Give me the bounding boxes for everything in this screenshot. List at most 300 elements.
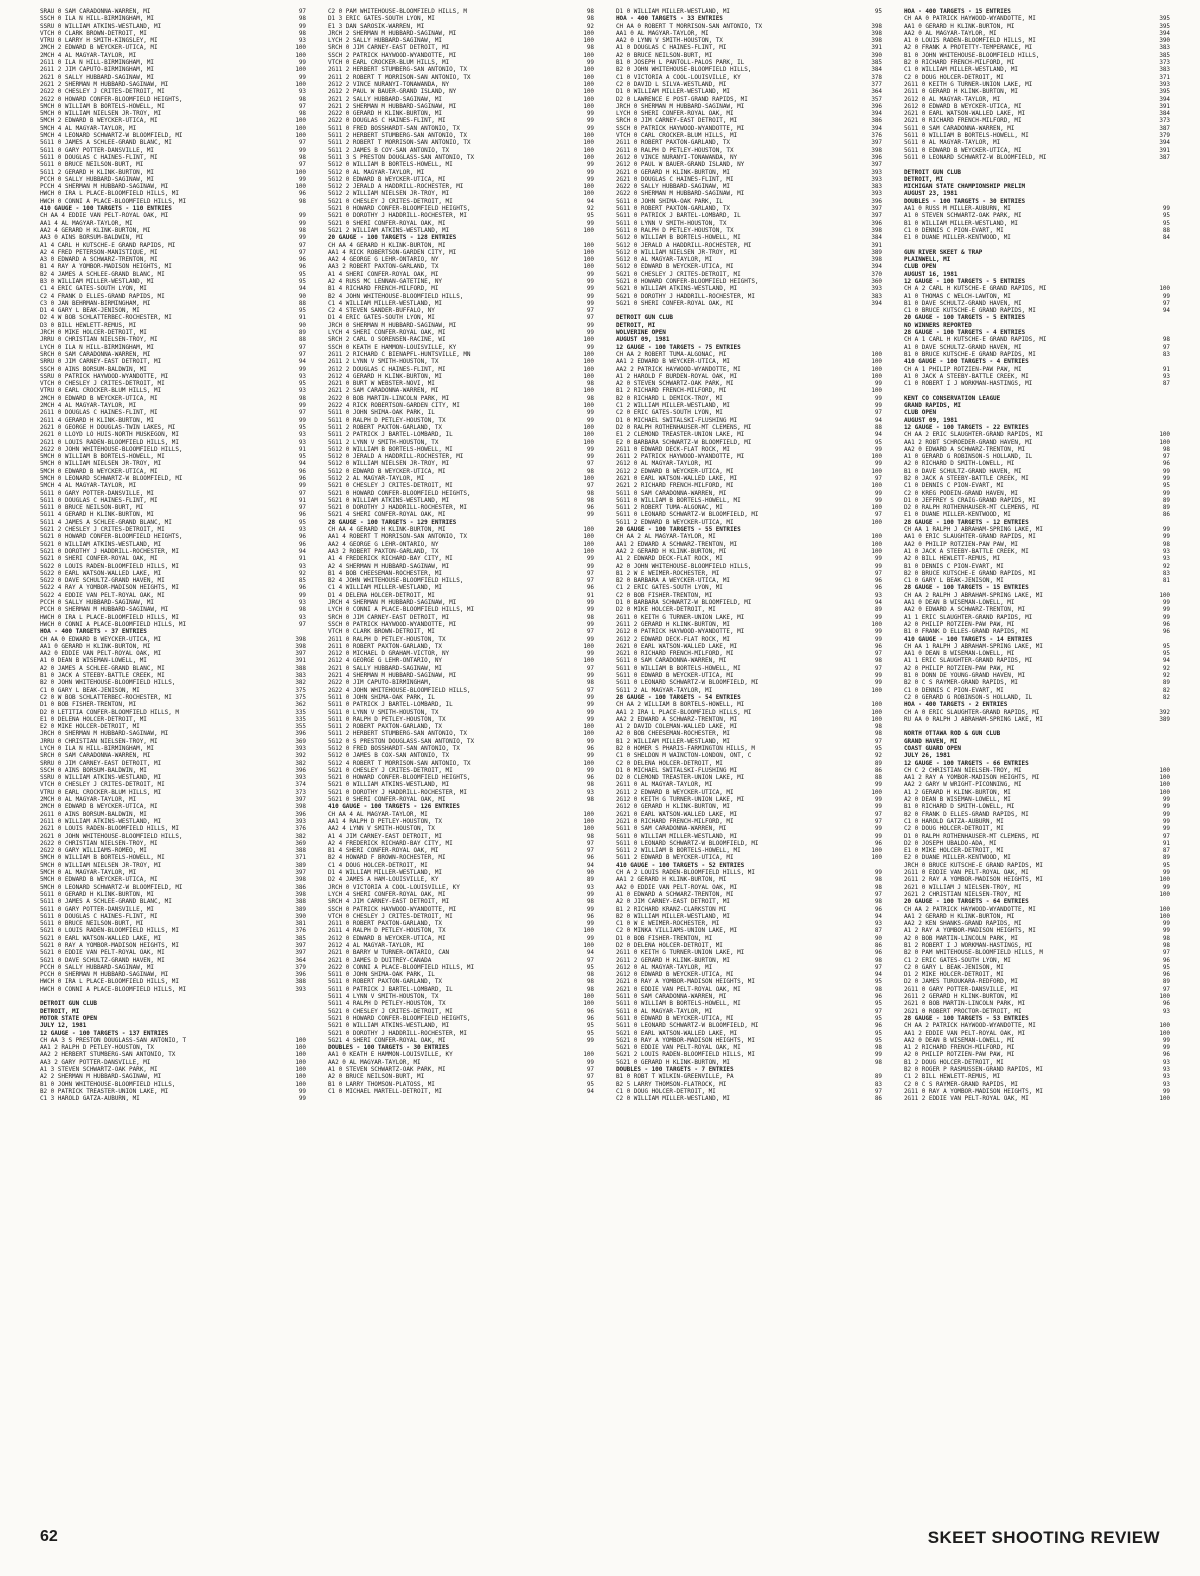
result-line [904,468,1170,475]
result-line [616,132,882,139]
score: 388 [295,664,306,672]
shooter-entry: 2G22 0 DOUGLAS C HAINES-FLINT, MI [328,117,446,125]
shooter-entry: D1 0 BOB FISHER-TRENTON, MI [40,701,137,709]
heading-text: 28 GAUGE - 100 TARGETS - 12 ENTRIES [904,518,1029,526]
score: 99 [586,299,594,307]
score: 375 [295,693,306,701]
result-line [328,96,594,103]
shooter-entry: 2G21 0 ROBERT PROCTOR-DETROIT, MI [904,1007,1022,1015]
shooter-entry: D2 0 DELENA HOLCER-DETROIT, MI [616,942,723,949]
score: 95 [586,1080,594,1088]
shooter-entry: CH AA 1 RALPH J ABRAHAM-SPRING LAKE, MI [904,642,1043,650]
shooter-entry: 5MCH 0 WILLIAM NIELSEN JR-TROY, MI [40,460,162,468]
score: 99 [586,934,594,942]
result-line [616,37,882,44]
result-line [40,657,306,664]
score: 98 [298,606,306,614]
shooter-entry: PCCH 0 SALLY HUBBARD-SAGINAW, MI [40,175,154,183]
result-line [40,37,306,44]
score: 98 [586,44,594,52]
result-line [40,1088,306,1095]
result-line [40,920,306,927]
shooter-entry: C1 0 GARY L BEAK-JENISON, MI [904,577,1004,585]
result-line [328,322,594,329]
score: 384 [1159,110,1170,118]
shooter-entry: 2G12 2 PAUL W BAUER-GRAND ISLAND, NY [328,88,457,96]
result-line [616,96,882,103]
shooter-entry: D2 0 JAMES TUROUKARA-REDFORD, MI [904,978,1018,986]
score: 99 [298,591,306,599]
result-line [328,978,594,985]
heading-text: NORTH OTTAWA ROD & GUN CLUB [904,730,1001,738]
shooter-entry: AA1 4 ROBERT T MORRISON-SAN ANTONIO, TX [328,533,467,541]
score: 369 [295,737,306,745]
shooter-entry: AA2 4 GEORGE G LEHR-ONTARIO, NY [328,540,439,548]
score: 95 [1162,650,1170,658]
shooter-entry: B2 0 PATRICK TREASTER-UNION LAKE, MI [40,1087,169,1095]
result-line [40,1044,306,1051]
shooter-entry: 5G12 2 WILLIAM NIELSEN JR-TROY, MI [328,190,450,198]
result-line [616,978,882,985]
result-line [328,971,594,978]
result-line [328,1081,594,1088]
shooter-entry: CH AA 4 EDDIE VAN PELT-ROYAL OAK, MI [40,212,169,220]
score: 395 [1159,15,1170,23]
result-line [328,110,594,117]
section-heading [904,752,1170,759]
result-line [616,1037,882,1044]
shooter-entry: CH A 1 PHILIP ROTZIEN-PAW PAW, MI [904,365,1022,373]
score: 98 [874,985,882,993]
result-line [328,1073,594,1080]
shooter-entry: D1 0 WILLIAM MILLER-WESTLAND, MI [616,8,730,15]
score: 394 [871,299,882,307]
shooter-entry: VTCH 0 CARL CROCKER-BLUM HILLS, MI [616,132,738,140]
result-line [904,234,1170,241]
shooter-entry: C2 0 MINKA VILLIAMS-UNION LAKE, MI [616,927,738,935]
shooter-entry: D1 0 RALPH ROTHENHAUSER-MT CLEMENS, MI [904,832,1040,840]
shooter-entry: HWCH 0 IRA L PLACE-BLOOMFIELD HILLS, MI [40,978,179,986]
result-line [328,577,594,584]
score: 369 [295,839,306,847]
result-line [40,606,306,613]
score: 398 [295,890,306,898]
result-line [904,37,1170,44]
shooter-entry: 2MCH 4 AL MAGYAR-TAYLOR, MI [40,51,137,59]
shooter-entry: 2G21 0 JOHN WHITEHOUSE-BLOOMFIELD HILLS, [40,832,183,840]
score: 99 [298,482,306,490]
shooter-entry: 5G21 0 CHESLEY J CRITES-DETROIT, MI [616,270,741,278]
result-line [328,169,594,176]
score: 393 [295,985,306,993]
shooter-entry: B2 0 ROGER P RASMUSSEN-GRAND RAPIDS, MI [904,1066,1043,1074]
result-line [40,387,306,394]
score: 397 [871,205,882,213]
score: 375 [295,686,306,694]
shooter-entry: C1 4 WILLIAM MILLER-WESTLAND, MI [328,584,442,592]
result-line [328,285,594,292]
heading-text: 28 GAUGE - 100 TARGETS - 129 ENTRIES [328,518,457,526]
magazine-title: SKEET SHOOTING REVIEW [927,1528,1160,1547]
score: 357 [871,95,882,103]
score: 100 [583,526,594,534]
shooter-entry: A1 2 EDWARD DECK-FLAT ROCK, MI [616,555,723,563]
result-line [616,81,882,88]
score: 382 [295,832,306,840]
shooter-entry: AA2 0 AL MAGYAR-TAYLOR, MI [904,29,997,37]
score: 93 [298,438,306,446]
result-line [328,8,594,15]
score: 99 [298,1087,306,1095]
score: 87 [1162,847,1170,855]
result-line [616,139,882,146]
shooter-entry: JRCH 0 VICTORIA A COOL-LOUISVILLE, KY [328,883,460,891]
shooter-entry: AA3 2 ROBERT PAXTON-GARLAND, TX [328,547,439,555]
score: 98 [586,796,594,804]
result-line [616,234,882,241]
score: 100 [583,730,594,738]
shooter-entry: AA2 2 PATRICK HAYWOOD-WYANDOTTE, MI [616,365,741,373]
section-heading [616,314,882,321]
shooter-entry: C2 0 GERARD G ROBINSON-S HOLLAND, IL [904,693,1033,701]
section-heading [904,730,1170,737]
section-heading [904,745,1170,752]
score: 93 [298,88,306,96]
shooter-entry: 2G11 2 EDWARD B WEYCKER-UTICA, MI [616,788,734,796]
shooter-entry: SRRU 0 JIM CARNEY-EAST DETROIT, MI [40,358,162,366]
score: 376 [295,927,306,935]
shooter-entry: SSCH 2 PATRICK HAYWOOD-WYANDOTTE, MI [328,51,457,59]
shooter-entry: 5G11 0 JOHN SHIMA-OAK PARK, IL [328,693,435,701]
shooter-entry: 5G11 0 LYNN V SMITH-HOUSTON, TX [616,219,727,227]
shooter-entry: 5G11 0 PATRICK J BARTEL-LOMBARD, IL [616,212,741,220]
shooter-entry: 5G21 0 GERARD H KLINK-BURTON, MI [616,1058,730,1066]
score: 100 [295,51,306,59]
score: 89 [586,876,594,884]
score: 99 [586,321,594,329]
result-line [328,300,594,307]
result-line [616,293,882,300]
score: 92 [298,569,306,577]
result-line [904,103,1170,110]
shooter-entry: 5G21 0 DOROTHY J HADDRILL-ROCHESTER, MI [40,547,179,555]
score: 99 [298,212,306,220]
shooter-entry: 5G11 0 LEONARD SCHWARTZ-W BLOOMFIELD, MI [616,839,759,847]
result-line [328,738,594,745]
result-line [40,636,306,643]
score: 97 [874,737,882,745]
result-line [904,380,1170,387]
result-line [904,847,1170,854]
result-line [40,723,306,730]
score: 100 [1159,774,1170,782]
shooter-entry: E1 0 DUANE MILLER-KENTWOOD, MI [904,234,1011,242]
section-heading [328,519,594,526]
shooter-entry: 2G21 0 EARL WATSON-WALLED LAKE, MI [904,110,1026,118]
result-line [328,672,594,679]
score: 99 [586,693,594,701]
shooter-entry: A2 0 PHILIP ROTZIEN-PAW PAW, MI [904,620,1015,628]
result-line [904,665,1170,672]
result-line [40,15,306,22]
shooter-entry: 5G21 0 HOWARD CONFER-BLOOMFIELD HEIGHTS, [616,277,759,285]
score: 397 [295,796,306,804]
shooter-entry: 5G11 2 ROBERT T MORRISON-SAN ANTONIO, TX [328,139,471,147]
shooter-entry: A2 0 PHILIP ROTZIEN-PAW PAW, MI [904,1051,1015,1059]
score: 99 [874,562,882,570]
shooter-entry: JRRU 0 CHRISTIAN NIELSEN-TROY, MI [40,336,158,344]
result-line [904,884,1170,891]
result-line [904,205,1170,212]
score: 86 [874,942,882,949]
score: 100 [583,402,594,410]
shooter-entry: SRCH 0 SAM CARADONNA-WARREN, MI [40,350,151,358]
shooter-entry: JRCH 2 SHERMAN M HUBBARD-SAGINAW, MI [328,29,457,37]
score: 83 [1162,350,1170,358]
shooter-entry: B1 0 DONN DE YOUNG-GRAND HAVEN, MI [904,672,1026,680]
result-line [328,833,594,840]
result-line [904,993,1170,1000]
shooter-entry: 5G11 2 ROBERT TUMA-ALGONAC, MI [616,504,723,512]
result-line [904,110,1170,117]
shooter-entry: SRCH 4 JIM CARNEY-EAST DETROIT, MI [328,898,450,906]
result-line [328,920,594,927]
shooter-entry: VTRU 0 EARL CROCKER-BLUM HILLS, MI [40,788,162,796]
result-line [904,840,1170,847]
score: 100 [583,387,594,395]
score: 97 [298,241,306,249]
result-line [40,439,306,446]
score: 99 [586,555,594,563]
shooter-entry: AA2 0 DEAN B WISEMAN-LOWELL, MI [904,1036,1015,1044]
score: 99 [1162,883,1170,891]
score: 99 [586,737,594,745]
shooter-entry: D2 4 JAMES A HAM-LOUISVILLE, KY [328,876,439,884]
section-heading [904,424,1170,431]
result-line [328,752,594,759]
score: 99 [1162,533,1170,541]
score: 394 [1159,139,1170,147]
score: 388 [295,847,306,855]
result-line [904,88,1170,95]
result-line [328,329,594,336]
score: 96 [586,774,594,782]
shooter-entry: 5G11 0 ROBERT PAXTON-GARLAND, TX [616,205,730,213]
result-line [328,767,594,774]
result-line [904,66,1170,73]
score: 99 [586,117,594,125]
result-line [616,519,882,526]
heading-text: 12 GAUGE - 100 TARGETS - 5 ENTRIES [904,277,1026,285]
result-line [904,439,1170,446]
result-line [616,1008,882,1015]
shooter-entry: 5G21 2 LOUIS RADEN-BLOOMFIELD HILLS, MI [616,1051,755,1059]
shooter-entry: AA1 2 RAY A YOMBOR-MADISON HEIGHTS, MI [904,774,1040,782]
shooter-entry: C2 0 DAVID L SILVA-WESTLAND, MI [616,80,727,88]
shooter-entry: 5MCH 2 EDWARD B WEYCKER-UTICA, MI [40,117,158,125]
result-line [904,767,1170,774]
result-line [40,44,306,51]
shooter-entry: 2G12 4 AL MAGYAR-TAYLOR, MI [328,942,425,949]
shooter-entry: C2 0 DELENA HOLCER-DETROIT, MI [616,759,723,767]
result-line [904,1000,1170,1007]
result-line [904,147,1170,154]
score: 379 [1159,132,1170,140]
heading-text: 410 GAUGE - 100 TARGETS - 14 ENTRIES [904,635,1033,643]
shooter-entry: 5MCH 4 LEONARD SCHWARTZ-W BLOOMFIELD, MI [40,132,183,140]
result-line [328,366,594,373]
heading-text: GRAND HAVEN, MI [904,737,958,745]
shooter-entry: AA2 2 HERBERT STUMBERG-SAN ANTONIO, TX [40,1051,176,1059]
result-line [616,198,882,205]
result-line [40,519,306,526]
score: 82 [1162,693,1170,701]
result-line [904,504,1170,511]
result-line [40,1059,306,1066]
result-line [328,475,594,482]
result-line [40,373,306,380]
shooter-entry: 5G11 0 EDWARD B WEYCKER-UTICA, MI [904,146,1022,154]
result-line [328,847,594,854]
heading-text: 12 GAUGE - 100 TARGETS - 137 ENTRIES [40,1029,169,1037]
score: 100 [583,350,594,358]
result-line [904,30,1170,37]
result-line [328,657,594,664]
shooter-entry: C1 0 DENNIS C PION-EVART, MI [904,686,1004,694]
shooter-entry: A2 0 STEVEN SCHWARTZ-OAK PARK, MI [616,380,734,388]
shooter-entry: 5G22 4 RAY A YOMBOR-MADISON HEIGHTS, MI [40,584,179,592]
score: 99 [874,796,882,804]
score: 96 [586,504,594,512]
score: 98 [298,197,306,205]
score: 96 [1162,628,1170,636]
result-line [904,971,1170,978]
score: 99 [874,489,882,497]
result-line [616,176,882,183]
score: 100 [583,993,594,1001]
result-line [40,490,306,497]
score: 90 [874,934,882,942]
score: 97 [586,847,594,855]
shooter-entry: 5G11 0 GERARD H KLINK-BURTON, MI [40,890,154,898]
shooter-entry: CH AA 4 AL MAGYAR-TAYLOR, MI [328,810,428,818]
score: 99 [586,445,594,453]
result-line [328,854,594,861]
shooter-entry: D2 0 LETITIA CONFER-BLOOMFIELD HILLS, M [40,708,179,716]
score: 100 [1159,912,1170,920]
result-line [40,103,306,110]
score: 92 [586,205,594,213]
shooter-entry: 2G11 0 AINS BORSUM-BALDWIN, MI [40,810,147,818]
score: 393 [295,817,306,825]
shooter-entry: 5G22 0 DAVE SCHULTZ-GRAND HAVEN, MI [40,577,165,585]
result-line [904,475,1170,482]
result-line [328,147,594,154]
score: 99 [586,285,594,293]
result-line [616,212,882,219]
result-line [40,169,306,176]
shooter-entry: 2G21 0 EARL WATSON-WALLED LAKE, MI [616,642,738,650]
score: 100 [583,810,594,818]
shooter-entry: 5MCH 0 WILLIAM B BORTELS-HOWELL, MI [40,453,165,461]
result-line [328,504,594,511]
result-line [616,584,882,591]
score: 100 [583,146,594,154]
score: 99 [586,124,594,132]
shooter-entry: 5G11 0 SAM CARADONNA-WARREN, MI [616,489,727,497]
result-line [616,395,882,402]
shooter-entry: 2G12 0 MICHAEL D GRAHAM-VICTOR, NY [328,650,450,658]
section-heading [616,329,882,336]
score: 97 [586,664,594,672]
score: 100 [583,423,594,431]
score: 100 [871,620,882,628]
score: 97 [298,409,306,417]
section-heading [904,322,1170,329]
result-line [328,621,594,628]
score: 382 [295,759,306,767]
result-line [40,307,306,314]
shooter-entry: A1 4 SHERI CONFER-ROYAL OAK, MI [328,270,439,278]
result-line [616,957,882,964]
result-line [616,927,882,934]
shooter-entry: PCCH 0 SALLY HUBBARD-SAGINAW, MI [40,599,154,607]
score: 99 [1162,803,1170,811]
result-line [616,387,882,394]
result-line [328,592,594,599]
score: 99 [586,1058,594,1066]
heading-text: KENT CO CONSERVATION LEAGUE [904,394,1001,402]
score: 99 [586,277,594,285]
shooter-entry: C2 4 STEVEN SANDER-BUFFALO, NY [328,307,435,315]
shooter-entry: 2G22 0 GARY WILLIAMS-ROMEO, MI [40,847,147,855]
shooter-entry: SSCH 0 AINS BORSUM-BALDWIN, MI [40,766,147,774]
shooter-entry: C1 4 WILLIAM MILLER-WESTLAND, MI [328,299,442,307]
score: 95 [298,380,306,388]
score: 94 [1162,307,1170,315]
shooter-entry: B1 0 JOHN WHITEHOUSE-BLOOMFIELD HILLS, [904,51,1040,59]
shooter-entry: VTRU 0 EARL CROCKER-BLUM HILLS, MI [40,387,162,395]
score: 100 [295,1066,306,1074]
result-line [904,854,1170,861]
shooter-entry: B2 0 BARBARA A WEYCKER-UTICA, MI [616,577,730,585]
shooter-entry: B1 0 DAVE SCHULTZ-GRAND HAVEN, MI [904,467,1022,475]
shooter-entry: VTRU 0 LARRY H SMITH-KINGSLEY, MI [40,37,158,45]
shooter-entry: 5G11 2 EDWARD B WEYCKER-UTICA, MI [616,854,734,862]
score: 89 [874,759,882,767]
result-line [616,657,882,664]
section-spacer [904,242,1170,249]
shooter-entry: 5G21 0 HOWARD CONFER-BLOOMFIELD HEIGHTS, [328,1014,471,1022]
shooter-entry: 2G21 0 RICHARD FRENCH-MILFORD, MI [616,650,734,658]
score: 93 [1162,1073,1170,1081]
result-line [40,687,306,694]
score: 94 [586,1087,594,1095]
section-heading [904,249,1170,256]
score: 96 [298,467,306,475]
result-line [40,431,306,438]
result-line [328,811,594,818]
score: 89 [1162,679,1170,687]
result-line [616,548,882,555]
shooter-entry: LYCH 4 SHERI CONFER-ROYAL OAK, MI [328,329,446,337]
result-line [328,1000,594,1007]
shooter-entry: A1 0 THOMAS C WELCH-LAWTON, MI [904,292,1011,300]
result-line [904,687,1170,694]
score: 377 [871,80,882,88]
heading-text: 12 GAUGE - 100 TARGETS - 66 ENTRIES [904,759,1029,767]
shooter-entry: JRRU 0 CHRISTIAN NIELSEN-TROY, MI [40,737,158,745]
